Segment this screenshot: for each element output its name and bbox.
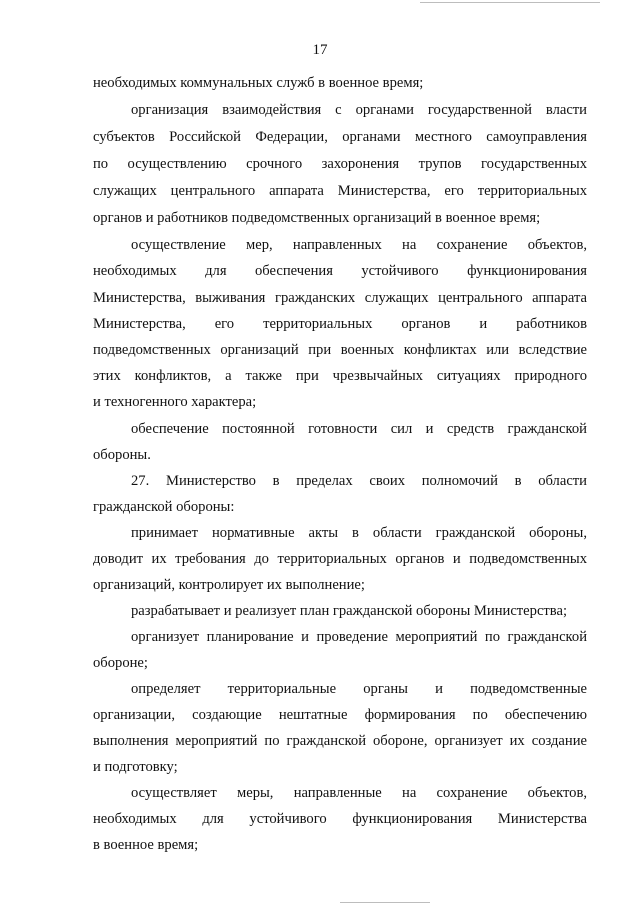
text-line-10: Министерства, его территориальных органов и работников: [93, 316, 587, 332]
text-line-1: необходимых коммунальных служб в военное время;: [93, 75, 424, 91]
scan-artifact-top: [420, 2, 600, 3]
text-line-5: служащих центрального аппарата Министерства, его территориальных: [93, 183, 587, 199]
text-line-9: Министерства, выживания гражданских служащих центрального аппарата: [93, 290, 587, 306]
text-line-20: организаций, контролирует их выполнение;: [93, 577, 365, 593]
text-line-19: доводит их требования до территориальных органов и подведомственных: [93, 551, 587, 567]
text-line-28: осуществляет меры, направленные на сохранение объектов,: [131, 785, 587, 801]
text-line-3: субъектов Российской Федерации, органами местного самоуправления: [93, 129, 587, 145]
text-line-23: обороне;: [93, 655, 148, 671]
text-line-7: осуществление мер, направленных на сохранение объектов,: [131, 237, 587, 253]
text-line-14: обеспечение постоянной готовности сил и средств гражданской: [131, 421, 587, 437]
text-line-22: организует планирование и проведение мероприятий по гражданской: [131, 629, 587, 645]
text-line-18: принимает нормативные акты в области гражданской обороны,: [131, 525, 587, 541]
text-line-17: гражданской обороны:: [93, 499, 235, 515]
text-line-29: необходимых для устойчивого функционирования Министерства: [93, 811, 587, 827]
text-line-8: необходимых для обеспечения устойчивого функционирования: [93, 263, 587, 279]
text-line-16: 27. Министерство в пределах своих полномочий в области: [131, 473, 587, 489]
text-line-11: подведомственных организаций при военных конфликтах или вследствие: [93, 342, 587, 358]
page-number: 17: [312, 42, 328, 58]
scan-artifact-bottom: [340, 902, 430, 903]
text-line-27: и подготовку;: [93, 759, 178, 775]
text-line-6: органов и работников подведомственных организаций в военное время;: [93, 210, 541, 226]
text-line-15: обороны.: [93, 447, 151, 463]
text-line-25: организации, создающие нештатные формирования по обеспечению: [93, 707, 587, 723]
text-line-4: по осуществлению срочного захоронения трупов государственных: [93, 156, 587, 172]
text-line-2: организация взаимодействия с органами государственной власти: [131, 102, 587, 118]
text-line-30: в военное время;: [93, 837, 199, 853]
text-line-24: определяет территориальные органы и подведомственные: [131, 681, 587, 697]
text-line-26: выполнения мероприятий по гражданской обороне, организует их создание: [93, 733, 587, 749]
text-line-21: разрабатывает и реализует план гражданской обороны Министерства;: [131, 603, 568, 619]
text-line-13: и техногенного характера;: [93, 394, 257, 410]
text-line-12: этих конфликтов, а также при чрезвычайных ситуациях природного: [93, 368, 587, 384]
